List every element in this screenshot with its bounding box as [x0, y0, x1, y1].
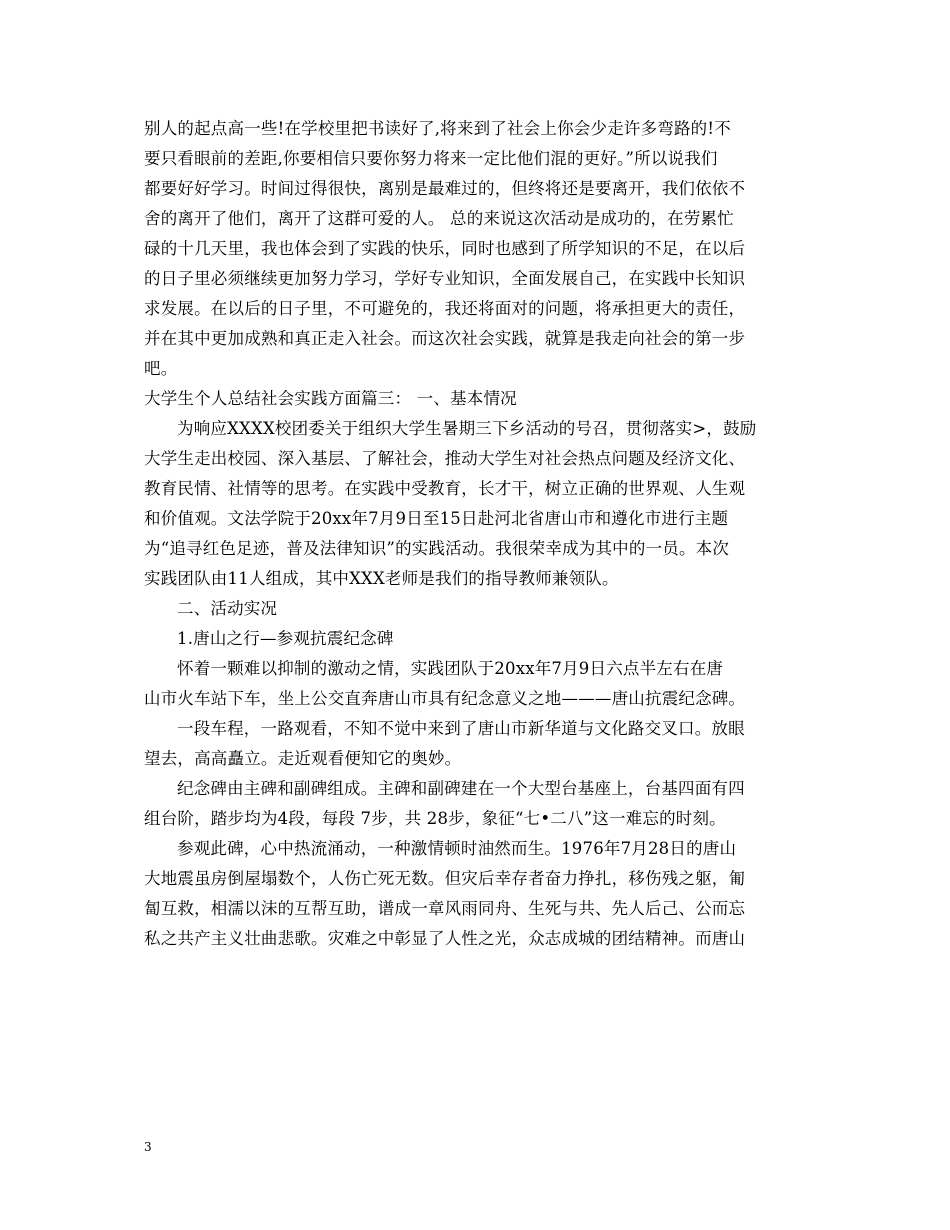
text-line: 舍的离开了他们，离开了这群可爱的人。 总的来说这次活动是成功的，在劳累忙 [144, 209, 734, 228]
text-line: 大学生个人总结社会实践方面篇三： 一、基本情况 [144, 389, 517, 408]
text-line: 碌的十几天里，我也体会到了实践的快乐，同时也感到了所学知识的不足，在以后 [144, 239, 746, 258]
text-line: 纪念碑由主碑和副碑组成。主碑和副碑建在一个大型台基座上，台基四面有四 [177, 779, 745, 798]
text-line: 望去，高高矗立。走近观看便知它的奥妙。 [144, 749, 462, 768]
text-line: 大地震虽房倒屋塌数个，人伤亡死无数。但灾后幸存者奋力挣扎，移伤残之躯，匍 [144, 869, 746, 888]
text-line: 别人的起点高一些!在学校里把书读好了,将来到了社会上你会少走许多弯路的!不 [144, 119, 731, 138]
text-line: 山市火车站下车，坐上公交直奔唐山市具有纪念意义之地———唐山抗震纪念碑。 [144, 689, 746, 708]
text-line: 组台阶，踏步均为4段，每段 7步，共 28步，象征“七•二八”这一难忘的时刻。 [144, 809, 726, 828]
page-number: 3 [144, 1140, 152, 1154]
text-line: 教育民情、社情等的思考。在实践中受教育，长才干，树立正确的世界观、人生观 [144, 479, 746, 498]
text-line: 一段车程，一路观看，不知不觉中来到了唐山市新华道与文化路交叉口。放眼 [177, 719, 745, 738]
text-line: 私之共产主义壮曲悲歌。灾难之中彰显了人性之光，众志成城的团结精神。而唐山 [144, 929, 746, 948]
text-line: 为响应XXXX校团委关于组织大学生暑期三下乡活动的号召，贯彻落实>，鼓励 [177, 419, 757, 438]
text-line: 二、活动实况 [177, 599, 278, 618]
text-line: 大学生走出校园、深入基层、了解社会，推动大学生对社会热点问题及经济文化、 [144, 449, 746, 468]
text-line: 并在其中更加成熟和真正走入社会。而这次社会实践，就算是我走向社会的第一步 [144, 329, 746, 348]
text-line: 实践团队由11人组成，其中XXX老师是我们的指导教师兼领队。 [144, 569, 619, 588]
text-line: 都要好好学习。时间过得很快，离别是最难过的，但终将还是要离开，我们依依不 [144, 179, 746, 198]
text-line: 匐互救，相濡以沫的互帮互助，谱成一章风雨同舟、生死与共、先人后己、公而忘 [144, 899, 746, 918]
text-line: 和价值观。文法学院于20xx年7月9日至15日赴河北省唐山市和遵化市进行主题 [144, 509, 729, 528]
text-line: 参观此碑，心中热流涌动，一种激情顿时油然而生。1976年7月28日的唐山 [177, 839, 737, 858]
text-line: 要只看眼前的差距,你要相信只要你努力将来一定比他们混的更好。”所以说我们 [144, 149, 718, 168]
text-line: 的日子里必须继续更加努力学习，学好专业知识，全面发展自己，在实践中长知识 [144, 269, 746, 288]
text-line: 1.唐山之行—参观抗震纪念碑 [177, 629, 394, 648]
document-body [144, 114, 814, 954]
text-line: 求发展。在以后的日子里，不可避免的，我还将面对的问题，将承担更大的责任， [144, 299, 746, 318]
text-line: 为“追寻红色足迹，普及法律知识”的实践活动。我很荣幸成为其中的一员。本次 [144, 539, 730, 558]
text-line: 吧。 [144, 359, 178, 378]
text-line: 怀着一颗难以抑制的激动之情，实践团队于20xx年7月9日六点半左右在唐 [177, 659, 724, 678]
